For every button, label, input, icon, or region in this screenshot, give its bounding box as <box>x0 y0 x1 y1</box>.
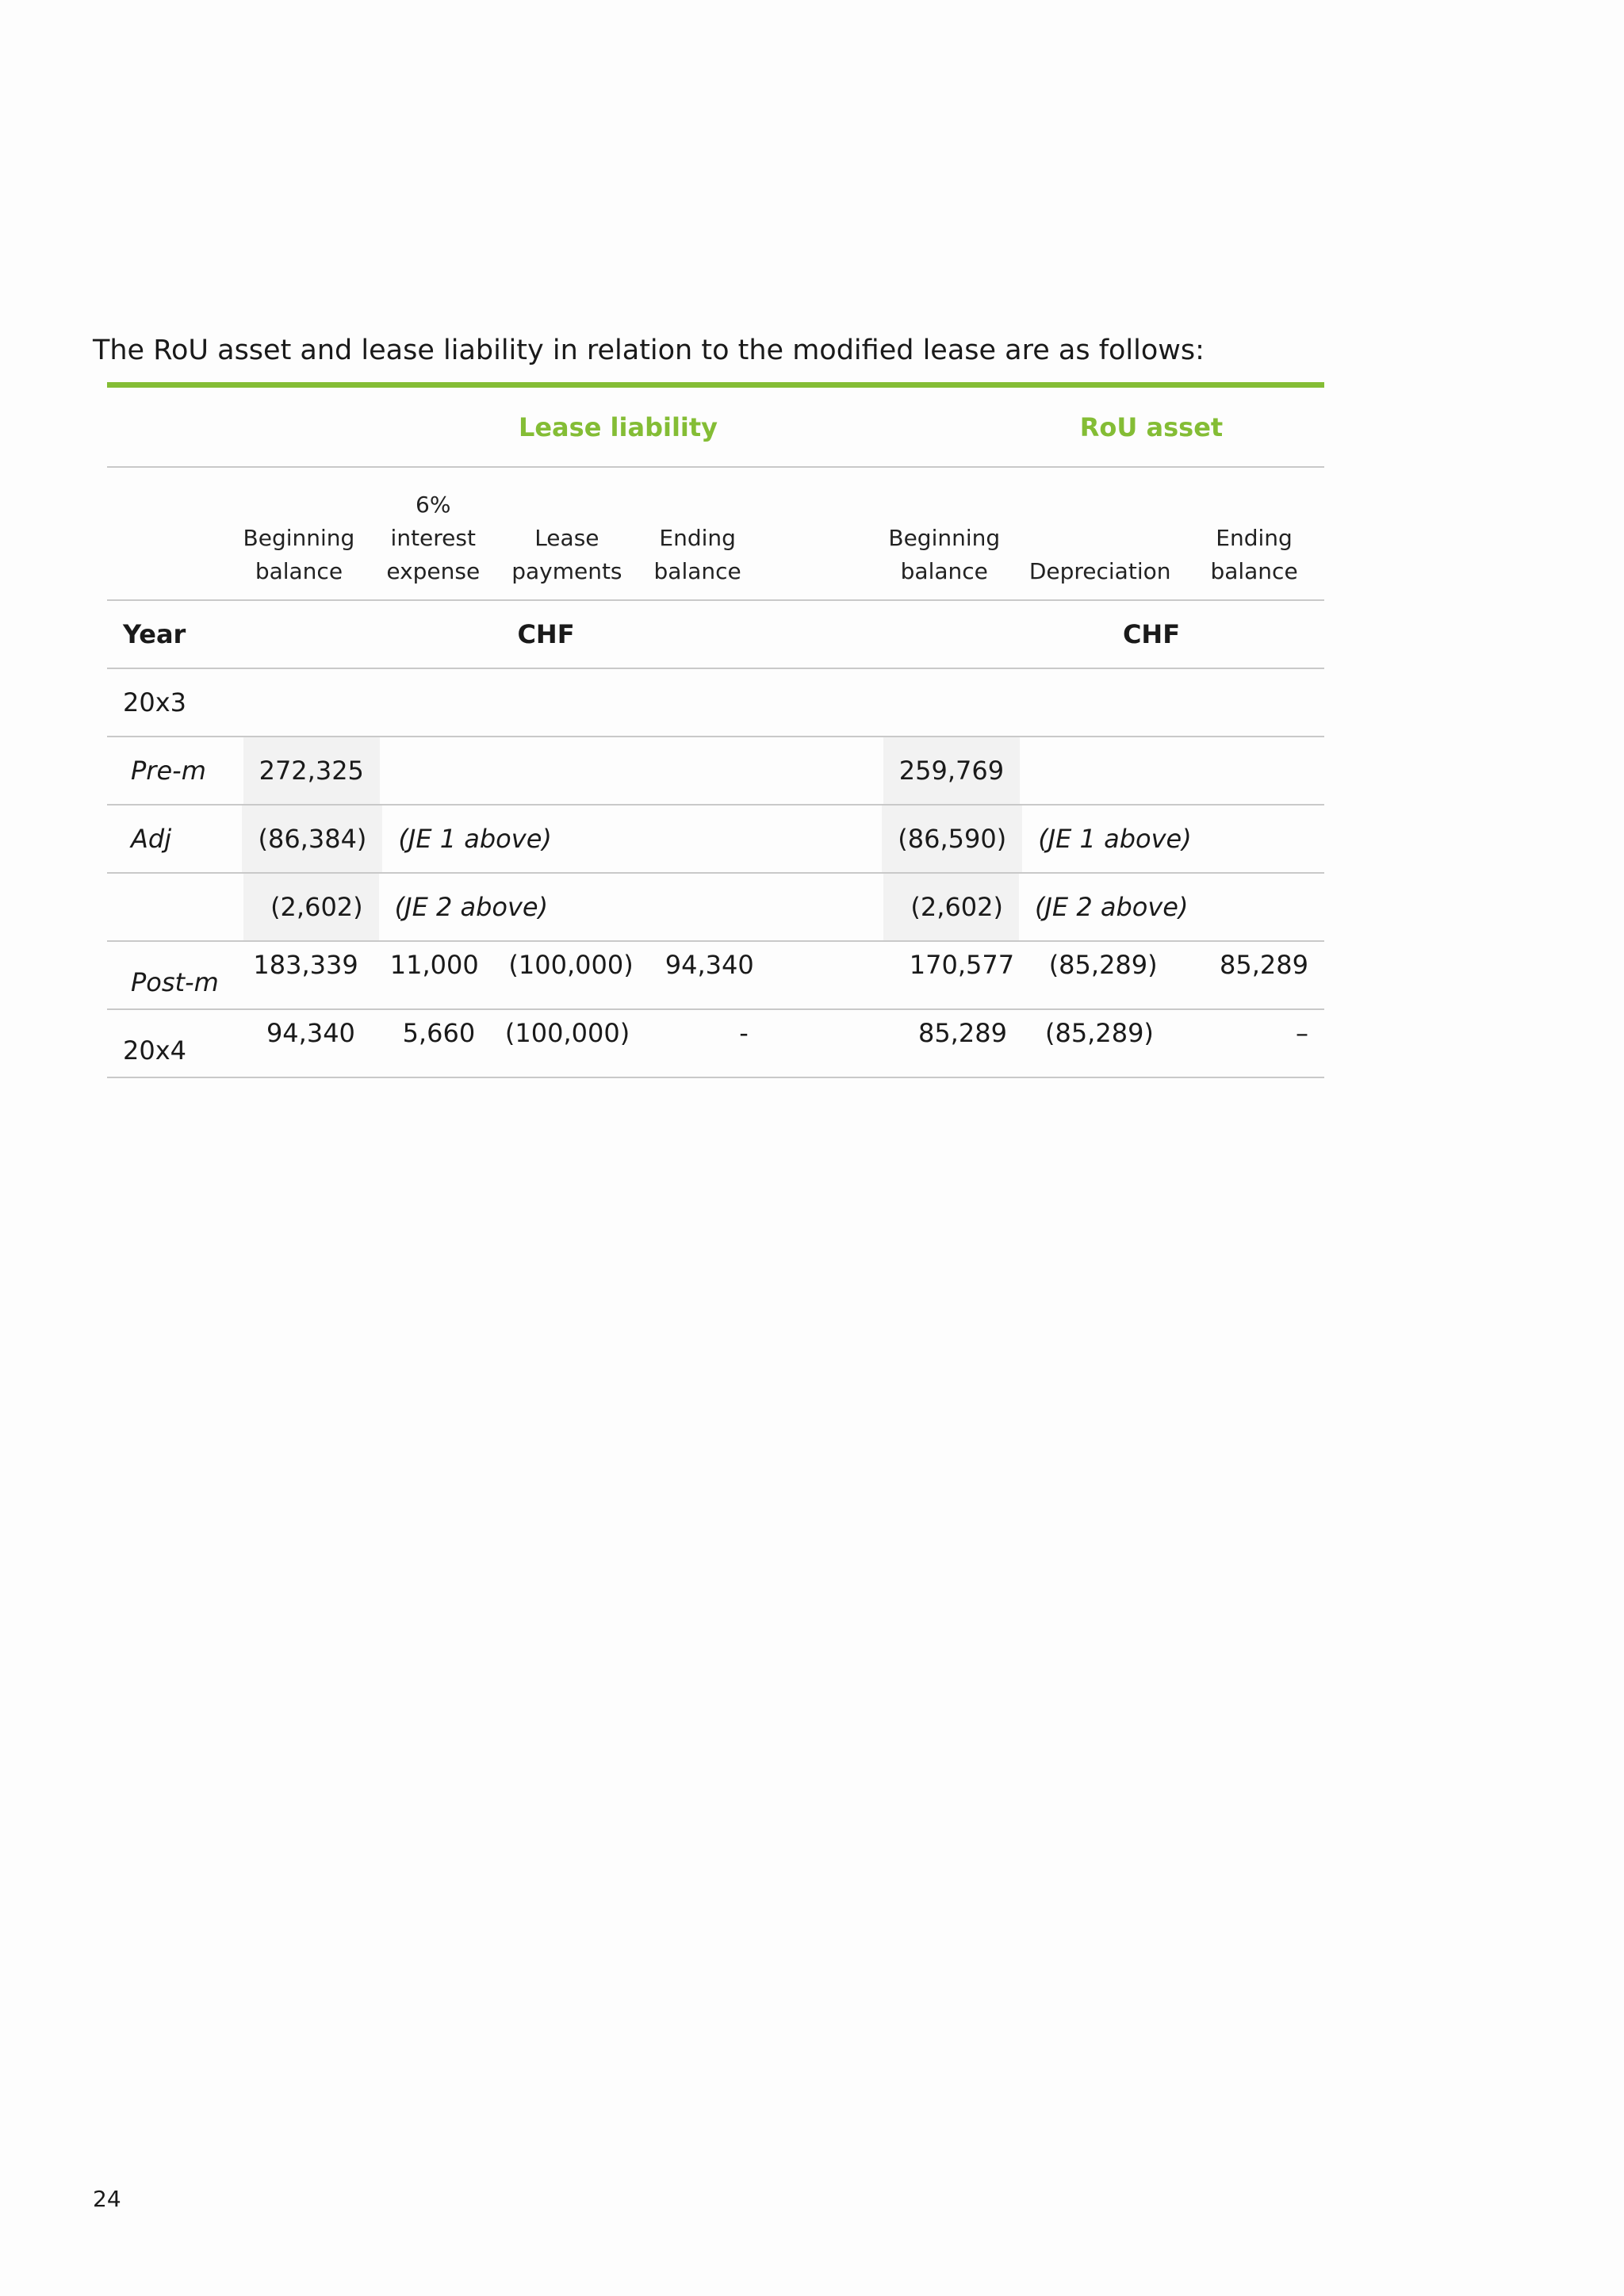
ll-ending-value: - <box>739 1018 749 1048</box>
col-interest-expense: 6% interest expense <box>386 492 481 584</box>
ll-beginning-value: (2,602) <box>243 874 379 940</box>
rou-beginning-value: 259,769 <box>883 737 1020 804</box>
payments-value: (100,000) <box>504 1018 630 1048</box>
lease-modification-table <box>107 382 1324 1078</box>
col-ll-ending-balance: Ending balance <box>653 525 741 584</box>
intro-paragraph: The RoU asset and lease liability in relation to the modified lease are as follows: <box>93 335 1205 366</box>
col-lease-payments: Lease payments <box>511 525 622 584</box>
table-row <box>107 942 1324 1010</box>
ll-beginning-value: 94,340 <box>266 1018 355 1048</box>
rou-asset-heading: RoU asset <box>1079 411 1224 442</box>
col-depreciation: Depreciation <box>1028 558 1171 584</box>
table-row <box>107 874 1324 942</box>
ll-ending-value: 94,340 <box>665 950 754 980</box>
ll-beginning-value: 183,339 <box>253 950 358 980</box>
rou-adjustment-note: (JE 1 above) <box>1038 824 1192 854</box>
asset-unit: CHF <box>1122 619 1181 649</box>
col-rou-beginning-balance: Beginning balance <box>888 525 1001 584</box>
lease-liability-heading: Lease liability <box>518 411 718 442</box>
payments-value: (100,000) <box>508 950 634 980</box>
rou-ending-value: 85,289 <box>1220 950 1308 980</box>
interest-value: 5,660 <box>402 1018 476 1048</box>
row-label: 20x4 <box>123 1035 187 1066</box>
row-label: 20x3 <box>123 687 187 718</box>
column-header-row <box>107 468 1324 601</box>
ll-beginning-value: 272,325 <box>243 737 380 804</box>
ll-adjustment-note: (JE 2 above) <box>394 892 549 922</box>
row-label: Pre-m <box>131 756 206 786</box>
col-rou-ending-balance: Ending balance <box>1210 525 1298 584</box>
group-header-row <box>107 388 1324 468</box>
rou-beginning-value: 170,577 <box>909 950 1015 980</box>
rou-beginning-value: (86,590) <box>882 806 1022 872</box>
row-label: Adj <box>131 824 172 854</box>
interest-value: 11,000 <box>389 950 479 980</box>
row-label <box>107 874 243 940</box>
rou-beginning-value: (2,602) <box>883 874 1019 940</box>
table-row <box>107 737 1324 806</box>
table-row <box>107 1010 1324 1078</box>
depreciation-value: (85,289) <box>1048 950 1158 980</box>
rou-ending-value: – <box>1296 1018 1309 1048</box>
rou-beginning-value: 85,289 <box>917 1018 1007 1048</box>
row-label: Post-m <box>131 967 219 997</box>
year-label: Year <box>123 619 186 649</box>
ll-adjustment-note: (JE 1 above) <box>398 824 552 854</box>
ll-beginning-value: (86,384) <box>242 806 382 872</box>
table-row <box>107 806 1324 874</box>
table-row <box>107 669 1324 737</box>
liability-unit: CHF <box>517 619 575 649</box>
page-number: 24 <box>93 2186 121 2212</box>
col-ll-beginning-balance: Beginning balance <box>243 525 355 584</box>
depreciation-value: (85,289) <box>1044 1018 1154 1048</box>
rou-adjustment-note: (JE 2 above) <box>1035 892 1189 922</box>
units-row <box>107 601 1324 669</box>
